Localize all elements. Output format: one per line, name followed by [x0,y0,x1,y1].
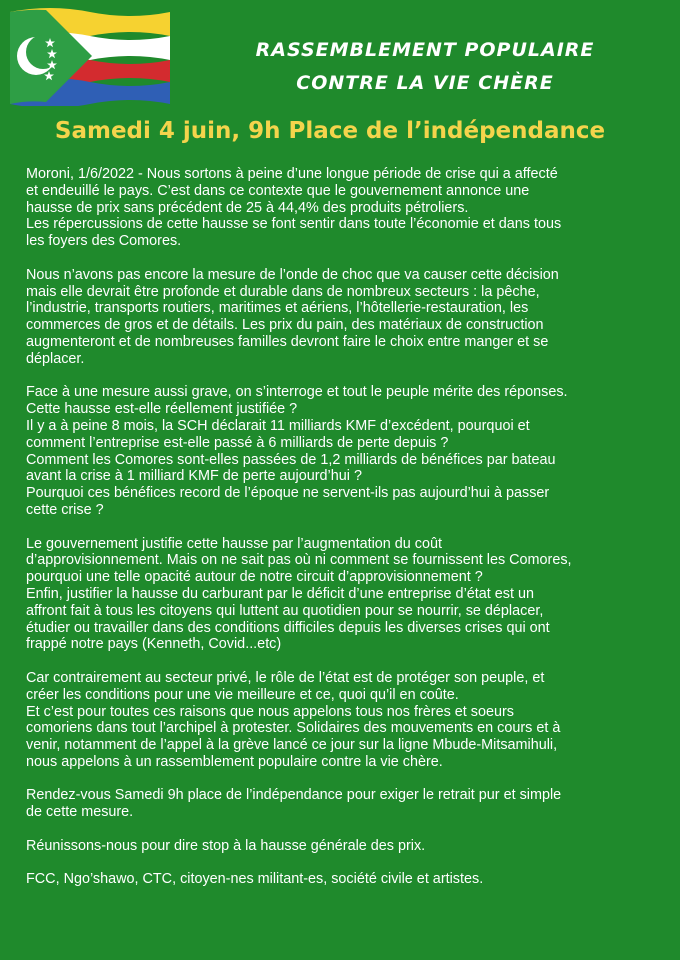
paragraph [26,536,666,654]
text-line: Il y a à peine 8 mois, la SCH déclarait 11 milliards KMF d’excédent, pourquoi et [26,417,530,434]
text-line: Pourquoi ces bénéfices record de l’époque ne servent-ils pas aujourd’hui à passer [26,485,550,502]
text-line: Comment les Comores sont-elles passées de 1,2 milliards de bénéfices par bateau [26,451,556,468]
text-line: comoriens dans tout l’archipel à protester. Solidaires des mouvements en cours et à [26,720,561,737]
text-line: FCC, Ngo’shawo, CTC, citoyen-nes militant-es, société civile et artistes. [26,871,484,888]
text-line: Et c’est pour toutes ces raisons que nous appelons tous nos frères et soeurs [26,703,514,720]
text-line: d’approvisionnement. Mais on ne sait pas où ni comment se fournissent les Comores, [26,552,572,569]
comoros-flag-icon [6,2,174,106]
text-line: avant la crise à 1 milliard KMF de perte aujourd’hui ? [26,468,362,485]
text-line: Les répercussions de cette hausse se font sentir dans toute l’économie et dans tous [26,216,562,233]
text-line: frappé notre pays (Kenneth, Covid...etc) [26,636,282,653]
text-line: comment l’entreprise est-elle passé à 6 milliards de perte depuis ? [26,434,449,451]
text-line: Réunissons-nous pour dire stop à la hausse générale des prix. [26,837,426,854]
text-line: Enfin, justifier la hausse du carburant par le déficit d’une entreprise d’état est un [26,585,534,602]
text-line: venir, notamment de l’appel à la grève lancé ce jour sur la ligne Mbude-Mitsamihuli, [26,737,558,754]
text-line: Rendez-vous Samedi 9h place de l’indépendance pour exiger le retrait pur et simple [26,787,562,804]
headline-line-1: RASSEMBLEMENT POPULAIRE [255,39,595,61]
paragraph [26,166,666,250]
text-line: créer les conditions pour une vie meilleure et ce, quoi qu’il en coûte. [26,686,459,703]
text-line: déplacer. [26,350,85,367]
text-line: Cette hausse est-elle réellement justifiée ? [26,401,298,418]
text-line: et endeuillé le pays. C’est dans ce contexte que le gouvernement annonce une [26,182,530,199]
paragraph [26,670,666,771]
paragraph [26,384,666,518]
text-line: augmenteront et de nombreuses familles devront faire le choix entre manger et se [26,333,549,350]
body-text [26,166,666,905]
text-line: hausse de prix sans précédent de 25 à 44,4% des produits pétroliers. [26,199,469,216]
event-date-line: Samedi 4 juin, 9h Place de l’indépendance [54,118,606,144]
paragraph [26,871,666,888]
text-line: de cette mesure. [26,804,134,821]
text-line: commerces de gros et de détails. Les prix du pain, des matériaux de construction [26,317,544,334]
text-line: Nous n’avons pas encore la mesure de l’onde de choc que va causer cette décision [26,266,559,283]
text-line: l’industrie, transports routiers, maritimes et aériens, l’hôtellerie-restauration, les [26,300,529,317]
text-line: cette crise ? [26,501,104,518]
paragraph [26,838,666,855]
text-line: Le gouvernement justifie cette hausse par l’augmentation du coût [26,535,442,552]
text-line: pourquoi une telle opacité autour de notre circuit d’approvisionnement ? [26,569,483,586]
text-line: nous appelons à un rassemblement populaire contre la vie chère. [26,753,443,770]
text-line: Face à une mesure aussi grave, on s’interroge et tout le peuple mérite des réponses. [26,384,568,401]
paragraph [26,267,666,368]
paragraph [26,787,666,821]
headline [190,34,660,100]
text-line: Car contrairement au secteur privé, le rôle de l’état est de protéger son peuple, et [26,669,545,686]
text-line: étudier ou travailler dans des conditions difficiles depuis les diverses crises qui ont [26,619,550,636]
text-line: mais elle devrait être profonde et durable dans de nombreux secteurs : la pêche, [26,283,540,300]
headline-line-2: CONTRE LA VIE CHÈRE [296,72,554,94]
text-line: Moroni, 1/6/2022 - Nous sortons à peine d’une longue période de crise qui a affecté [26,166,558,182]
text-line: les foyers des Comores. [26,233,182,250]
text-line: affront fait à tous les citoyens qui luttent au quotidien pour se nourrir, se déplacer, [26,602,544,619]
